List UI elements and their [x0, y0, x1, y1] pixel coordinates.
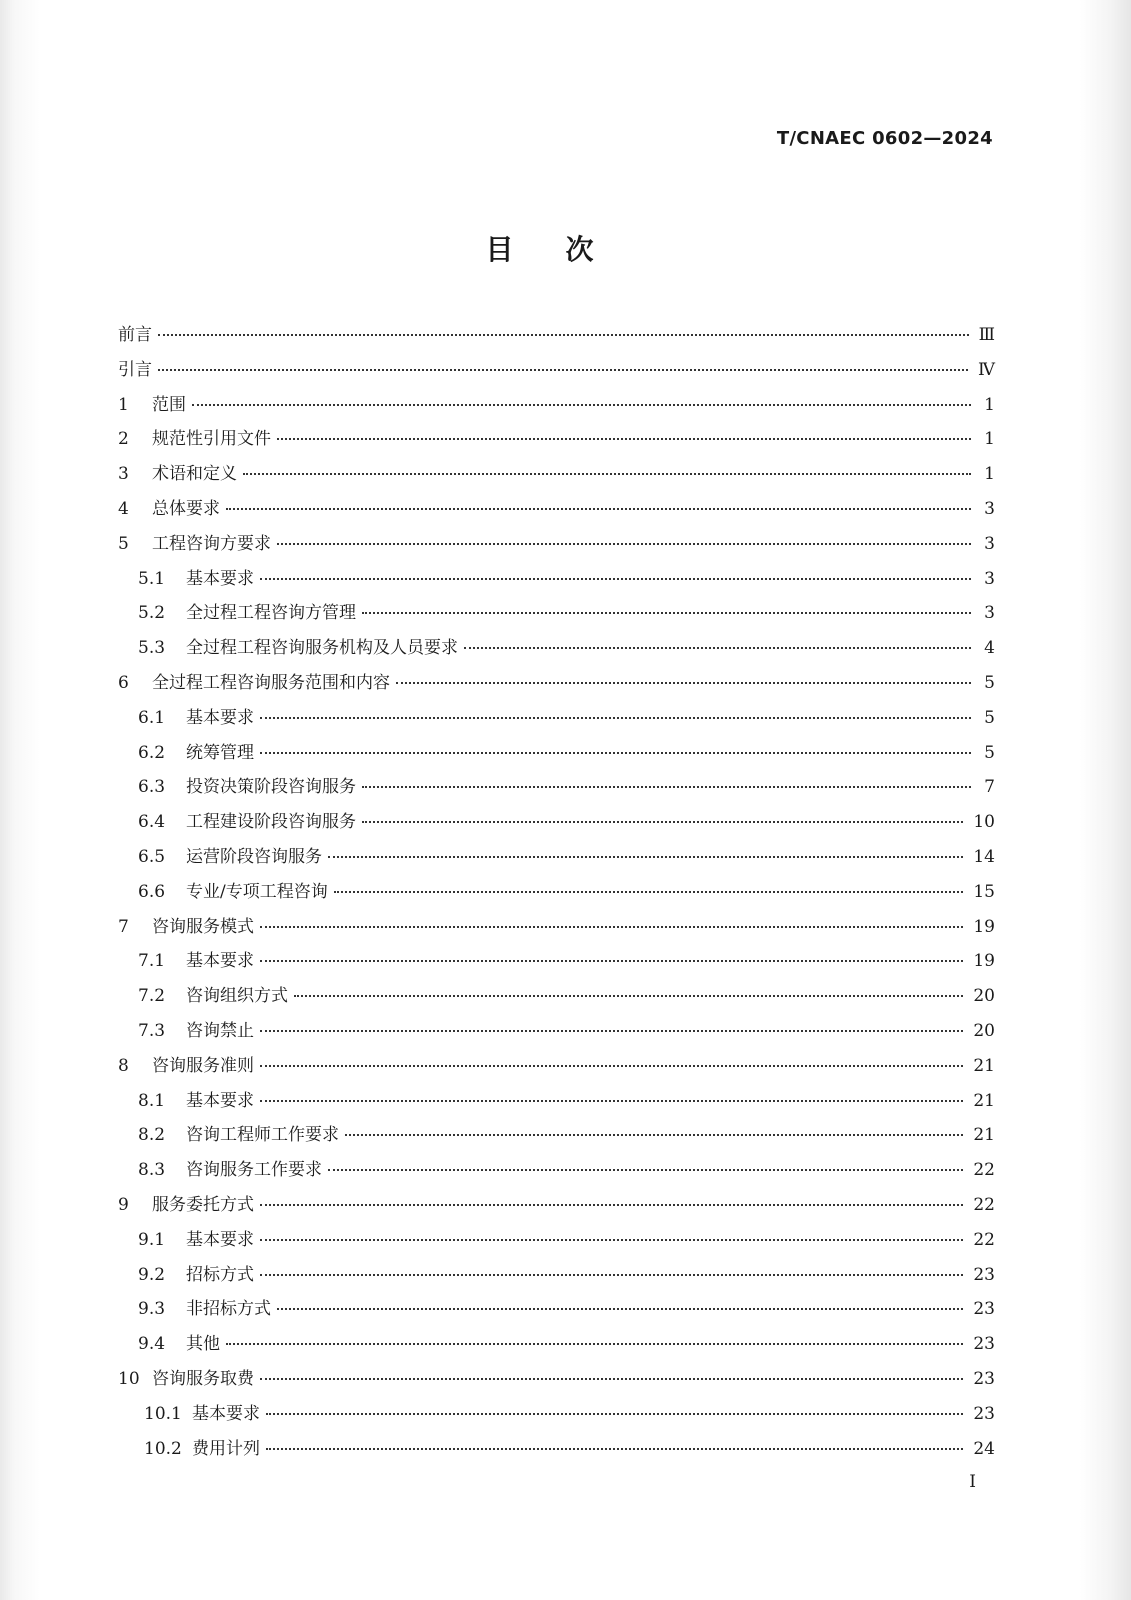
toc-entry[interactable]	[118, 946, 995, 981]
toc-entry-page: 1	[984, 429, 995, 450]
toc-entry[interactable]	[118, 1294, 995, 1329]
toc-entry[interactable]	[118, 912, 995, 947]
toc-entry-title: 全过程工程咨询服务范围和内容	[152, 672, 390, 693]
dot-leader	[260, 752, 971, 754]
toc-entry-number: 5	[118, 533, 129, 554]
toc-entry[interactable]	[118, 390, 995, 425]
toc-entry-title: 咨询服务准则	[152, 1055, 254, 1076]
toc-entry-title: 总体要求	[152, 498, 220, 519]
toc-entry[interactable]	[118, 1051, 995, 1086]
dot-leader	[260, 578, 971, 580]
toc-entry-page: Ⅲ	[978, 325, 995, 345]
dot-leader	[334, 891, 964, 893]
toc-entry[interactable]	[118, 738, 995, 773]
toc-entry-title: 运营阶段咨询服务	[186, 846, 322, 867]
toc-entry-page: 3	[984, 568, 995, 589]
dot-leader	[260, 1204, 963, 1206]
toc-entry-title: 基本要求	[186, 568, 254, 589]
toc-entry[interactable]	[118, 772, 995, 807]
dot-leader	[362, 612, 971, 614]
dot-leader	[226, 1343, 963, 1345]
toc-entry-title: 咨询服务取费	[152, 1368, 254, 1389]
toc-entry-title: 基本要求	[186, 707, 254, 728]
toc-entry-page: 15	[973, 881, 995, 902]
table-of-contents	[118, 320, 995, 1468]
dot-leader	[243, 473, 971, 475]
toc-entry-number: 9	[118, 1194, 129, 1215]
toc-entry-page: 14	[973, 846, 995, 867]
dot-leader	[277, 1308, 963, 1310]
toc-entry-title: 前言	[118, 325, 152, 345]
toc-entry-page: 3	[984, 498, 995, 519]
toc-entry-page: 24	[973, 1438, 995, 1459]
toc-entry-page: 20	[973, 1020, 995, 1041]
dot-leader	[328, 856, 963, 858]
toc-entry-number: 8.3	[138, 1160, 166, 1181]
toc-entry[interactable]	[118, 598, 995, 633]
dot-leader	[294, 995, 963, 997]
toc-entry[interactable]	[118, 564, 995, 599]
toc-entry-title: 全过程工程咨询方管理	[186, 603, 356, 624]
page-title: 目次	[485, 233, 646, 266]
toc-entry-number: 7	[118, 916, 129, 937]
toc-entry[interactable]	[118, 1434, 995, 1469]
toc-entry-title: 规范性引用文件	[152, 429, 271, 450]
toc-entry-page: 22	[973, 1229, 995, 1250]
toc-entry-page: 7	[984, 777, 995, 798]
toc-entry-number: 6.3	[138, 777, 166, 798]
toc-entry-number: 6.1	[138, 707, 166, 728]
toc-entry-page: 19	[973, 951, 995, 972]
toc-entry-title: 招标方式	[186, 1264, 254, 1285]
toc-entry[interactable]	[118, 633, 995, 668]
toc-entry-number: 6.4	[138, 812, 166, 833]
toc-entry-number: 10.1	[144, 1403, 182, 1424]
toc-entry-title: 统筹管理	[186, 742, 254, 763]
toc-entry[interactable]	[118, 355, 995, 390]
toc-entry-page: Ⅳ	[978, 359, 995, 380]
toc-entry[interactable]	[118, 1155, 995, 1190]
toc-entry-page: 1	[984, 464, 995, 485]
toc-entry-page: 23	[973, 1299, 995, 1320]
toc-entry[interactable]	[118, 1016, 995, 1051]
page-number: I	[969, 1472, 976, 1492]
toc-entry-title: 范围	[152, 394, 186, 415]
toc-entry-page: 22	[973, 1194, 995, 1215]
toc-entry-title: 咨询禁止	[186, 1020, 254, 1041]
toc-entry[interactable]	[118, 1086, 995, 1121]
toc-entry-title: 咨询工程师工作要求	[186, 1125, 339, 1146]
toc-entry-number: 6.6	[138, 881, 166, 902]
toc-entry[interactable]	[118, 1190, 995, 1225]
toc-entry-title: 基本要求	[192, 1403, 260, 1424]
toc-entry[interactable]	[118, 1225, 995, 1260]
toc-entry-page: 21	[973, 1055, 995, 1076]
dot-leader	[266, 1448, 963, 1450]
toc-entry-page: 5	[984, 672, 995, 693]
toc-entry-number: 7.2	[138, 986, 166, 1007]
toc-entry-page: 1	[984, 394, 995, 415]
toc-entry-title: 引言	[118, 359, 152, 380]
toc-entry-page: 23	[973, 1264, 995, 1285]
toc-entry[interactable]	[118, 703, 995, 738]
toc-entry-number: 4	[118, 498, 129, 519]
toc-entry-title: 咨询组织方式	[186, 986, 288, 1007]
toc-entry[interactable]	[118, 1399, 995, 1434]
toc-entry-title: 服务委托方式	[152, 1194, 254, 1215]
toc-entry[interactable]	[118, 1120, 995, 1155]
toc-entry[interactable]	[118, 1364, 995, 1399]
toc-entry[interactable]	[118, 877, 995, 912]
toc-entry-number: 6.2	[138, 742, 166, 763]
toc-entry-page: 3	[984, 533, 995, 554]
toc-entry-page: 10	[973, 812, 995, 833]
document-code: T/CNAEC 0602—2024	[776, 128, 993, 149]
dot-leader	[277, 438, 971, 440]
toc-entry-number: 2	[118, 429, 129, 450]
dot-leader	[260, 1100, 963, 1102]
toc-entry[interactable]	[118, 807, 995, 842]
toc-entry-page: 20	[973, 986, 995, 1007]
toc-entry-page: 5	[984, 707, 995, 728]
dot-leader	[260, 926, 963, 928]
toc-entry-number: 9.2	[138, 1264, 166, 1285]
toc-entry[interactable]	[118, 459, 995, 494]
dot-leader	[345, 1134, 963, 1136]
toc-entry[interactable]	[118, 981, 995, 1016]
toc-entry-number: 5.1	[138, 568, 166, 589]
toc-entry-number: 9.1	[138, 1229, 166, 1250]
dot-leader	[396, 682, 971, 684]
dot-leader	[260, 1030, 963, 1032]
toc-entry-page: 22	[973, 1160, 995, 1181]
toc-entry[interactable]	[118, 668, 995, 703]
toc-entry-title: 工程咨询方要求	[152, 533, 271, 554]
toc-entry-title: 其他	[186, 1334, 220, 1355]
toc-entry-title: 工程建设阶段咨询服务	[186, 812, 356, 833]
toc-entry-number: 5.2	[138, 603, 166, 624]
toc-entry-title: 咨询服务工作要求	[186, 1160, 322, 1181]
toc-entry-title: 基本要求	[186, 951, 254, 972]
toc-entry-number: 3	[118, 464, 129, 485]
toc-entry-number: 9.4	[138, 1334, 166, 1355]
dot-leader	[464, 647, 971, 649]
dot-leader	[362, 821, 963, 823]
toc-entry-title: 专业/专项工程咨询	[186, 881, 328, 902]
toc-entry-page: 19	[973, 916, 995, 937]
dot-leader	[277, 543, 971, 545]
toc-entry-number: 6.5	[138, 846, 166, 867]
toc-entry-title: 基本要求	[186, 1090, 254, 1111]
toc-entry-number: 7.1	[138, 951, 166, 972]
dot-leader	[260, 1378, 963, 1380]
dot-leader	[362, 786, 971, 788]
toc-entry-title: 全过程工程咨询服务机构及人员要求	[186, 638, 458, 659]
toc-entry-page: 4	[984, 638, 995, 659]
toc-entry-number: 9.3	[138, 1299, 166, 1320]
dot-leader	[260, 1274, 963, 1276]
toc-entry[interactable]	[118, 529, 995, 564]
toc-entry-title: 投资决策阶段咨询服务	[186, 777, 356, 798]
toc-entry-title: 基本要求	[186, 1229, 254, 1250]
dot-leader	[266, 1413, 963, 1415]
toc-entry-number: 10.2	[144, 1438, 182, 1459]
dot-leader	[158, 369, 968, 371]
toc-entry-page: 3	[984, 603, 995, 624]
toc-entry-number: 1	[118, 394, 129, 415]
toc-entry-title: 费用计列	[192, 1438, 260, 1459]
toc-entry-number: 8.1	[138, 1090, 166, 1111]
toc-entry-number: 6	[118, 672, 129, 693]
toc-entry-title: 非招标方式	[186, 1299, 271, 1320]
toc-entry[interactable]	[118, 1329, 995, 1364]
toc-entry[interactable]	[118, 842, 995, 877]
toc-entry-number: 8	[118, 1055, 129, 1076]
toc-entry-number: 5.3	[138, 638, 166, 659]
dot-leader	[192, 404, 971, 406]
toc-entry[interactable]	[118, 494, 995, 529]
toc-entry-number: 8.2	[138, 1125, 166, 1146]
toc-entry-number: 7.3	[138, 1020, 166, 1041]
toc-entry-page: 21	[973, 1125, 995, 1146]
toc-entry-page: 23	[973, 1403, 995, 1424]
toc-entry[interactable]	[118, 320, 995, 355]
toc-entry-title: 术语和定义	[152, 464, 237, 485]
toc-entry-page: 23	[973, 1334, 995, 1355]
toc-entry[interactable]	[118, 1260, 995, 1295]
toc-entry-title: 咨询服务模式	[152, 916, 254, 937]
toc-entry-number: 10	[118, 1368, 140, 1389]
dot-leader	[158, 334, 969, 336]
dot-leader	[260, 717, 971, 719]
dot-leader	[260, 960, 963, 962]
toc-entry-page: 5	[984, 742, 995, 763]
toc-entry-page: 23	[973, 1368, 995, 1389]
dot-leader	[260, 1065, 963, 1067]
toc-entry-page: 21	[973, 1090, 995, 1111]
toc-entry[interactable]	[118, 424, 995, 459]
dot-leader	[328, 1169, 963, 1171]
dot-leader	[226, 508, 971, 510]
dot-leader	[260, 1239, 963, 1241]
